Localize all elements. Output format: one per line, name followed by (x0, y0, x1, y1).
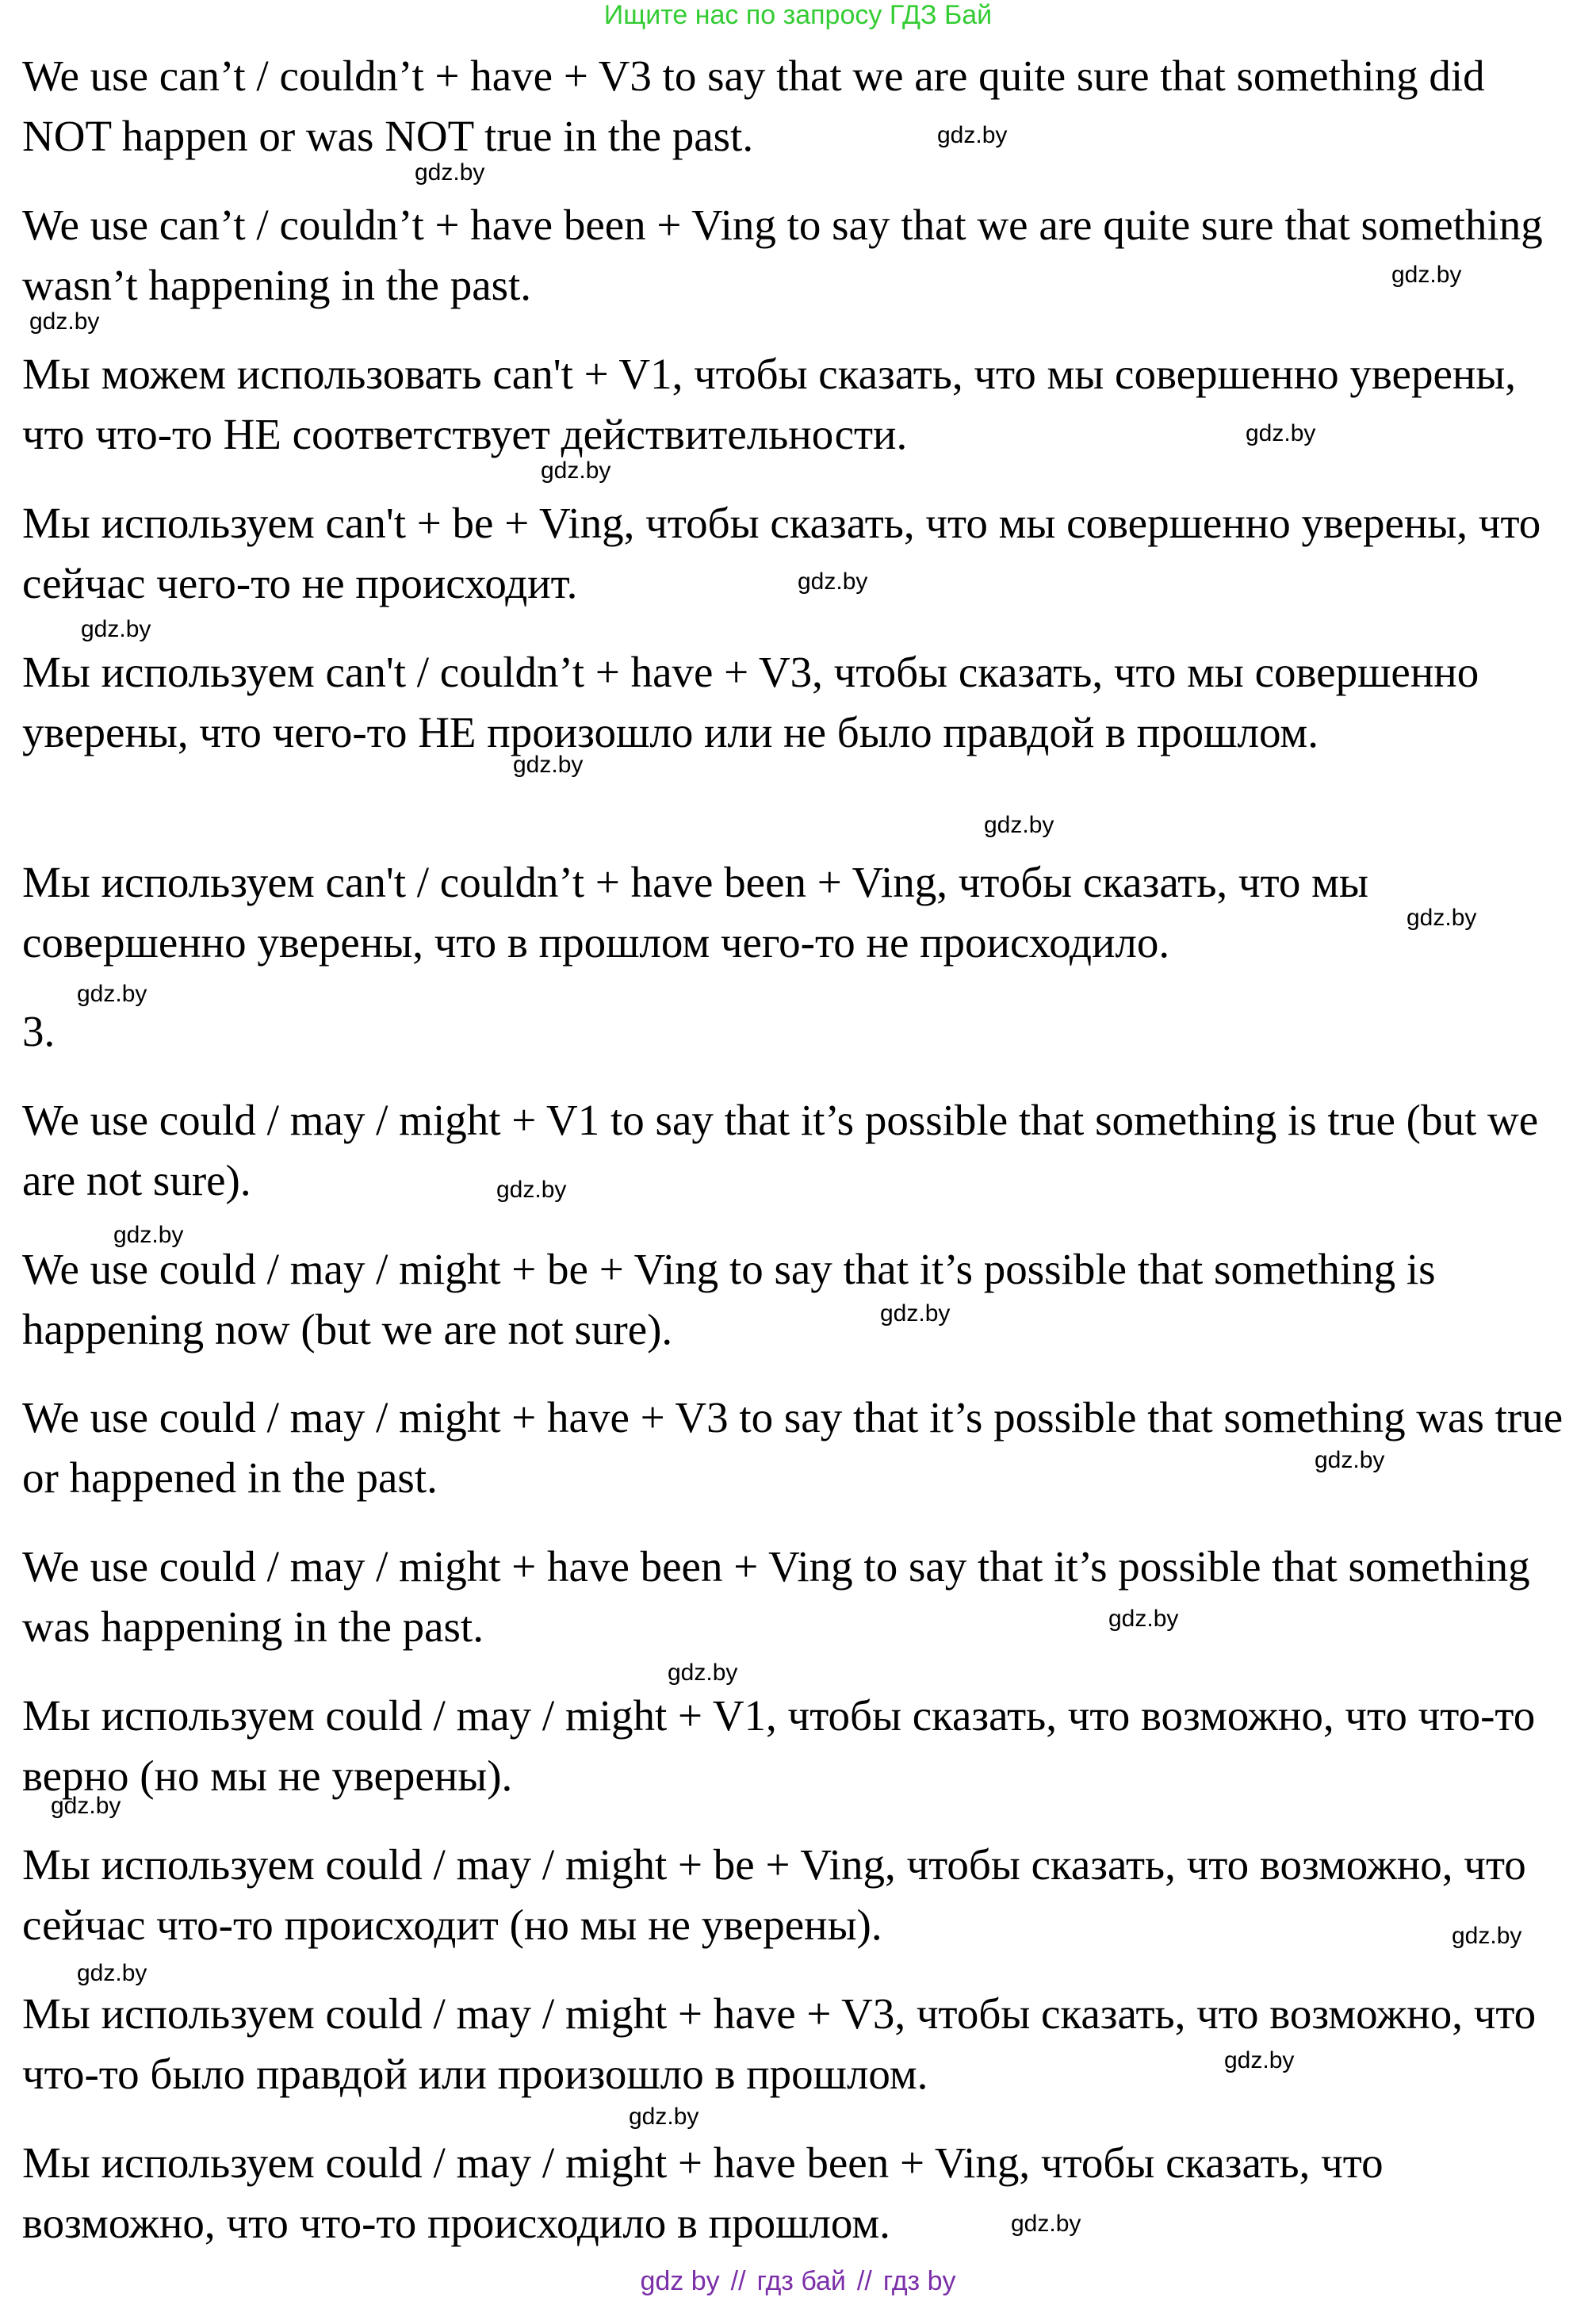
watermark: gdz.by (513, 752, 584, 778)
section-number: 3. (22, 1007, 55, 1055)
paragraph-12: Мы используем could / may / might + be + Ving, чтобы сказать, что возможно, что сейчас что-то происходит (но мы не уверены). (22, 1840, 1526, 1949)
watermark: gdz.by (77, 981, 147, 1007)
watermark: gdz.by (937, 122, 1008, 148)
paragraph-13: Мы используем could / may / might + have + V3, чтобы сказать, что возможно, что что-то было правдой или произошло в прошлом. (22, 1989, 1537, 2098)
watermark: gdz.by (984, 812, 1054, 838)
paragraph-9: We use could / may / might + have + V3 to say that it’s possible that something was true or happened in the past. (22, 1393, 1563, 1502)
paragraph-11: Мы используем could / may / might + V1, чтобы сказать, что возможно, что что-то верно (но мы не уверены). (22, 1691, 1536, 1800)
footer-link-gdz-by[interactable]: gdz by (640, 2266, 720, 2296)
watermark: gdz.by (1391, 262, 1462, 288)
footer-separator: // (730, 2266, 746, 2296)
watermark: gdz.by (77, 1960, 147, 1986)
paragraph-1: We use can’t / couldn’t + have + V3 to say that we are quite sure that something did NOT happen or was NOT true in the past. (22, 52, 1485, 160)
watermark: gdz.by (629, 2104, 699, 2130)
watermark: gdz.by (1452, 1923, 1522, 1949)
watermark: gdz.by (415, 159, 485, 186)
watermark: gdz.by (668, 1660, 738, 1686)
footer-link-gdz-by-cyr[interactable]: гдз by (882, 2266, 956, 2296)
watermark: gdz.by (1315, 1447, 1385, 1473)
watermark: gdz.by (29, 308, 100, 335)
footer-links (0, 2266, 1596, 2296)
footer-link-gdz-bai[interactable]: гдз бай (756, 2266, 846, 2296)
paragraph-10: We use could / may / might + have been + Ving to say that it’s possible that something was happening in the past. (22, 1542, 1530, 1651)
paragraph-7: We use could / may / might + V1 to say that it’s possible that something is true (but we are not sure). (22, 1096, 1539, 1204)
watermark: gdz.by (113, 1222, 184, 1248)
watermark: gdz.by (541, 458, 611, 484)
paragraph-4: Мы используем can't + be + Ving, чтобы сказать, что мы совершенно уверены, что сейчас чего-то не происходит. (22, 499, 1541, 607)
paragraph-14: Мы используем could / may / might + have been + Ving, чтобы сказать, что возможно, что что-то происходило в прошлом. (22, 2138, 1384, 2247)
paragraph-8: We use could / may / might + be + Ving to say that it’s possible that something is happening now (but we are not sure). (22, 1245, 1436, 1353)
paragraph-5: Мы используем can't / couldn’t + have + V3, чтобы сказать, что мы совершенно уверены, что чего-то НЕ произошло или не было правдой в прошлом. (22, 648, 1479, 756)
watermark: gdz.by (880, 1300, 951, 1327)
watermark: gdz.by (496, 1177, 567, 1203)
paragraph-2: We use can’t / couldn’t + have been + Ving to say that we are quite sure that something wasn’t happening in the past. (22, 201, 1543, 309)
paragraph-3: Мы можем использовать can't + V1, чтобы сказать, что мы совершенно уверены, что что-то НЕ соответствует действительности. (22, 350, 1517, 458)
watermark: gdz.by (1011, 2211, 1081, 2237)
watermark: gdz.by (798, 569, 868, 595)
footer-separator: // (856, 2266, 872, 2296)
watermark: gdz.by (1246, 420, 1316, 446)
watermark: gdz.by (51, 1793, 121, 1819)
watermark: gdz.by (1224, 2047, 1295, 2073)
watermark: gdz.by (81, 616, 151, 642)
top-banner: Ищите нас по запросу ГДЗ Бай (603, 0, 993, 30)
watermark: gdz.by (1108, 1606, 1179, 1632)
watermark: gdz.by (1407, 905, 1477, 931)
paragraph-6: Мы используем can't / couldn’t + have been + Ving, чтобы сказать, что мы совершенно уверены, что в прошлом чего-то не происходило. (22, 858, 1368, 967)
